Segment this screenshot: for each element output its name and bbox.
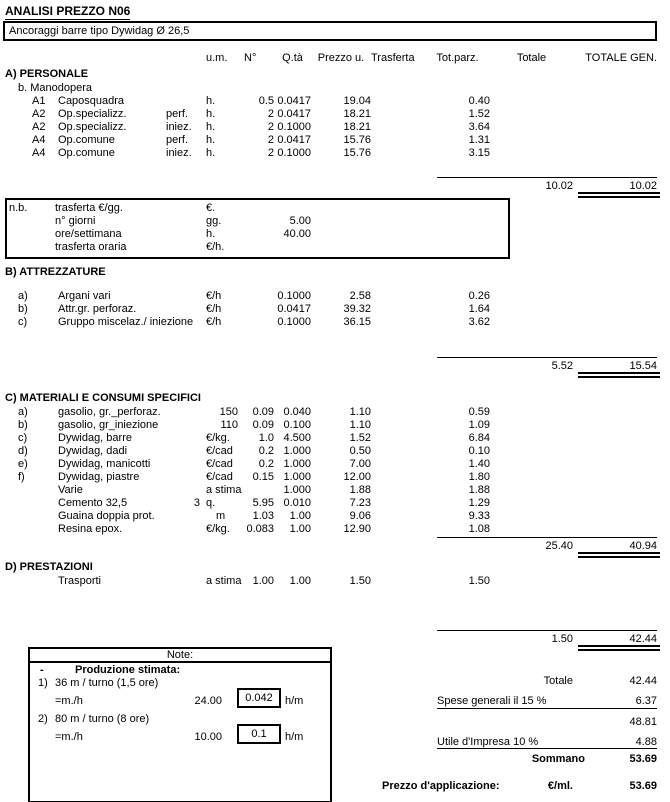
table-row: [18, 419, 657, 432]
cell-totale: 5.52: [551, 360, 573, 372]
nb-row-um: gg.: [206, 215, 222, 227]
cell-name: Argani vari: [58, 290, 111, 302]
cell-n: 0.083: [246, 523, 274, 535]
cell-qta: 1.00: [289, 523, 311, 535]
summary-spese-label: Spese generali il 15 %: [437, 695, 547, 707]
cell-totale: 25.40: [545, 540, 573, 552]
cell-qta: 0.010: [283, 497, 311, 509]
cell-qta: 0.1000: [277, 316, 311, 328]
cell-prezzo: 18.21: [343, 121, 371, 133]
cell-totparz: 1.52: [468, 108, 490, 120]
cell-name: Attr.gr. perforaz.: [58, 303, 137, 315]
cell-prezzo: 39.32: [343, 303, 371, 315]
cell-totparz: 1.50: [468, 575, 490, 587]
table-row: [18, 484, 657, 497]
cell-prezzo: 1.88: [349, 484, 371, 496]
cell-name: Cemento 32,5: [58, 497, 128, 509]
cell-totale-gen: 15.54: [629, 360, 657, 372]
cell-name: Varie: [58, 484, 83, 496]
cell-n: 1.03: [252, 510, 274, 522]
cell-totale-gen: 42.44: [629, 633, 657, 645]
cell-n: 2: [267, 121, 274, 133]
cell-um: q.: [206, 497, 216, 509]
cell-qta: 0.0417: [277, 303, 311, 315]
col-header-totale-gen: TOTALE GEN.: [585, 52, 657, 64]
cell-totparz: 0.59: [468, 406, 490, 418]
cell-n: 2: [267, 134, 274, 146]
cell-n: 1.00: [252, 575, 274, 587]
cell-prezzo: 15.76: [343, 147, 371, 159]
cell-qta: 0.0417: [277, 108, 311, 120]
nb-row-name: trasferta oraria: [55, 241, 127, 253]
cell-name: Dywidag, dadi: [58, 445, 128, 457]
note-unit: h/m: [285, 731, 304, 743]
cell-name: Op.specializz.: [58, 108, 127, 120]
cell-prezzo: 0.50: [349, 445, 371, 457]
cell-prezzo: 19.04: [343, 95, 371, 107]
note-formula: =m./h: [55, 731, 83, 743]
cell-totale: 1.50: [551, 633, 573, 645]
cell-n: 2: [267, 108, 274, 120]
cell-name: Gruppo miscelaz./ iniezione: [58, 316, 194, 328]
cell-sub: iniez.: [166, 121, 192, 133]
cell-code: e): [18, 458, 28, 470]
cell-prezzo: 1.10: [349, 406, 371, 418]
cell-sub: 3: [193, 497, 200, 509]
table-row: [18, 134, 657, 147]
col-header-totale: Totale: [516, 52, 547, 64]
cell-prezzo: 7.00: [349, 458, 371, 470]
nb-row-name: ore/settimana: [55, 228, 122, 240]
cell-prezzo: 15.76: [343, 134, 371, 146]
cell-name: Caposquadra: [58, 95, 125, 107]
nb-row-um: €.: [206, 202, 216, 214]
cell-n: 0.2: [258, 445, 274, 457]
cell-um: 110: [220, 419, 238, 431]
totals-row: [18, 540, 657, 553]
table-row: [18, 458, 657, 471]
cell-code: b): [18, 419, 28, 431]
table-row: [18, 471, 657, 484]
summary-utile-value: 4.88: [635, 736, 657, 748]
cell-totparz: 1.08: [468, 523, 490, 535]
double-underline: [578, 645, 660, 651]
note-item-text: 80 m / turno (8 ore): [55, 713, 150, 725]
cell-prezzo: 1.52: [349, 432, 371, 444]
note-bullet: -: [40, 664, 44, 676]
summary-utile-label: Utile d'Impresa 10 %: [437, 736, 539, 748]
cell-totparz: 1.29: [468, 497, 490, 509]
cell-qta: 0.1000: [277, 147, 311, 159]
summary-totale-value: 42.44: [629, 675, 657, 687]
table-row: [18, 523, 657, 536]
cell-um: h.: [206, 95, 216, 107]
cell-qta: 0.040: [283, 406, 311, 418]
cell-name: Op.specializz.: [58, 121, 127, 133]
note-unit: h/m: [285, 695, 304, 707]
cell-n: 0.2: [258, 458, 274, 470]
cell-name: Guaina doppia prot.: [58, 510, 155, 522]
cell-name: Resina epox.: [58, 523, 123, 535]
cell-totparz: 1.80: [468, 471, 490, 483]
summary-sommano-label: Sommano: [531, 753, 585, 765]
col-header-qta: Q.tà: [282, 52, 303, 64]
summary-rule: [437, 748, 657, 749]
cell-totparz: 1.88: [468, 484, 490, 496]
nb-row-name: n° giorni: [55, 215, 96, 227]
totals-row: [18, 360, 657, 373]
nb-label: n.b.: [9, 202, 28, 214]
cell-code: a): [18, 290, 28, 302]
summary-prezzo-value: 53.69: [629, 780, 657, 792]
cell-prezzo: 12.00: [343, 471, 371, 483]
table-row: [18, 316, 657, 329]
table-row: [18, 445, 657, 458]
section-b-header: B) ATTREZZATURE: [5, 266, 106, 278]
nb-row-value: 5.00: [289, 215, 311, 227]
cell-prezzo: 2.58: [349, 290, 371, 302]
cell-um: h.: [206, 147, 216, 159]
cell-qta: 4.500: [283, 432, 311, 444]
cell-um: m: [216, 510, 226, 522]
cell-totparz: 1.40: [468, 458, 490, 470]
cell-qta: 1.00: [289, 575, 311, 587]
cell-name: Dywidag, barre: [58, 432, 132, 444]
cell-totparz: 1.64: [468, 303, 490, 315]
cell-code: a): [18, 406, 28, 418]
cell-um: €/cad: [206, 458, 233, 470]
cell-name: gasolio, gr_iniezione: [58, 419, 159, 431]
cell-totparz: 0.40: [468, 95, 490, 107]
cell-um: €/h: [206, 316, 222, 328]
column-header-row: [18, 52, 657, 65]
cell-um: €/kg.: [206, 432, 230, 444]
cell-um: h.: [206, 134, 216, 146]
cell-code: b): [18, 303, 28, 315]
cell-um: a stima: [206, 484, 242, 496]
nb-row-um: €/h.: [206, 241, 225, 253]
cell-code: f): [18, 471, 25, 483]
table-row: [18, 147, 657, 160]
cell-code: A1: [32, 95, 46, 107]
table-row: [18, 303, 657, 316]
section-a-header: A) PERSONALE: [5, 68, 89, 80]
col-header-n: N°: [244, 52, 257, 64]
cell-code: d): [18, 445, 28, 457]
totals-rule: [437, 630, 657, 631]
cell-totale: 10.02: [545, 180, 573, 192]
section-a-subheader: b. Manodopera: [18, 82, 92, 94]
cell-um: h.: [206, 108, 216, 120]
table-row: [18, 510, 657, 523]
totals-row: [18, 180, 657, 193]
cell-totparz: 0.10: [468, 445, 490, 457]
col-header-trasferta: Trasferta: [371, 52, 415, 64]
summary-prezzo-label: Prezzo d'applicazione:: [382, 780, 500, 792]
table-row: [18, 497, 657, 510]
section-c-header: C) MATERIALI E CONSUMI SPECIFICI: [5, 392, 201, 404]
note-item-number: 1): [38, 677, 48, 689]
table-row: [18, 95, 657, 108]
cell-qta: 0.100: [283, 419, 311, 431]
note-value: 10.00: [194, 731, 222, 743]
cell-prezzo: 1.50: [349, 575, 371, 587]
cell-qta: 0.0417: [277, 95, 311, 107]
note-box: [28, 647, 332, 802]
cell-prezzo: 1.10: [349, 419, 371, 431]
summary-prezzo-um: €/ml.: [547, 780, 573, 792]
cell-qta: 1.000: [283, 484, 311, 496]
cell-totparz: 9.33: [468, 510, 490, 522]
totals-rule: [437, 537, 657, 538]
cell-totale-gen: 40.94: [629, 540, 657, 552]
cell-code: c): [18, 316, 28, 328]
note-heading: Produzione stimata:: [75, 664, 181, 676]
col-header-um: u.m.: [206, 52, 228, 64]
cell-prezzo: 7.23: [349, 497, 371, 509]
cell-totparz: 3.62: [468, 316, 490, 328]
note-item-number: 2): [38, 713, 48, 725]
cell-n: 0.15: [252, 471, 274, 483]
cell-name: gasolio, gr._perforaz.: [58, 406, 161, 418]
cell-um: €/h: [206, 290, 222, 302]
cell-totparz: 3.15: [468, 147, 490, 159]
cell-qta: 1.000: [283, 445, 311, 457]
nb-box: [5, 198, 510, 259]
cell-qta: 0.0417: [277, 134, 311, 146]
cell-totparz: 3.64: [468, 121, 490, 133]
note-value: 24.00: [194, 695, 222, 707]
totals-rule: [437, 177, 657, 178]
double-underline: [578, 192, 660, 198]
cell-code: A2: [32, 108, 46, 120]
cell-name: Dywidag, piastre: [58, 471, 140, 483]
summary-sommano-value: 53.69: [629, 753, 657, 765]
note-formula: =m./h: [55, 695, 83, 707]
cell-um: €/cad: [206, 445, 233, 457]
cell-totparz: 0.26: [468, 290, 490, 302]
cell-um: 150: [219, 406, 238, 418]
cell-qta: 1.00: [289, 510, 311, 522]
summary-subtotal: 48.81: [629, 716, 657, 728]
table-row: [18, 406, 657, 419]
cell-um: a stima: [206, 575, 242, 587]
table-row: [18, 290, 657, 303]
cell-um: h.: [206, 121, 216, 133]
section-d-header: D) PRESTAZIONI: [5, 561, 93, 573]
cell-name: Op.comune: [58, 147, 115, 159]
cell-code: A4: [32, 134, 46, 146]
cell-n: 0.09: [252, 406, 274, 418]
cell-sub: perf.: [166, 134, 189, 146]
cell-um: €/cad: [206, 471, 233, 483]
col-header-totparz: Tot.parz.: [436, 52, 479, 64]
page-title: ANALISI PREZZO N06: [5, 4, 131, 18]
cell-name: Op.comune: [58, 134, 115, 146]
note-item-text: 36 m / turno (1,5 ore): [55, 677, 159, 689]
cell-n: 2: [267, 147, 274, 159]
cell-prezzo: 9.06: [349, 510, 371, 522]
cell-prezzo: 36.15: [343, 316, 371, 328]
summary-spese-value: 6.37: [635, 695, 657, 707]
nb-row-um: h.: [206, 228, 216, 240]
cell-um: €/kg.: [206, 523, 230, 535]
cell-qta: 1.000: [283, 471, 311, 483]
table-row: [18, 432, 657, 445]
table-row: [18, 575, 657, 588]
cell-n: 1.0: [258, 432, 274, 444]
cell-totparz: 1.31: [468, 134, 490, 146]
totals-rule: [437, 357, 657, 358]
summary-rule: [437, 708, 657, 709]
cell-qta: 1.000: [283, 458, 311, 470]
cell-prezzo: 18.21: [343, 108, 371, 120]
cell-totparz: 6.84: [468, 432, 490, 444]
cell-um: €/h: [206, 303, 222, 315]
cell-n: 0.09: [252, 419, 274, 431]
table-row: [18, 108, 657, 121]
cell-sub: iniez.: [166, 147, 192, 159]
cell-name: Dywidag, manicotti: [58, 458, 151, 470]
cell-prezzo: 12.90: [343, 523, 371, 535]
cell-qta: 0.1000: [277, 121, 311, 133]
cell-n: 0.5: [258, 95, 274, 107]
cell-totale-gen: 10.02: [629, 180, 657, 192]
cell-sub: [166, 95, 206, 108]
nb-row-name: trasferta €/gg.: [55, 202, 123, 214]
note-boxed-value: 0.042: [237, 688, 281, 708]
cell-sub: perf.: [166, 108, 189, 120]
double-underline: [578, 372, 660, 378]
summary-totale-label: Totale: [543, 675, 573, 687]
totals-row: [18, 633, 657, 646]
cell-n: 5.95: [252, 497, 274, 509]
cell-code: A2: [32, 121, 46, 133]
cell-name: Trasporti: [58, 575, 101, 587]
nb-row-value: 40.00: [283, 228, 311, 240]
table-row: [18, 121, 657, 134]
note-boxed-value: 0.1: [237, 724, 281, 744]
note-title: Note:: [30, 649, 330, 663]
cell-qta: 0.1000: [277, 290, 311, 302]
description-text: Ancoraggi barre tipo Dywidag Ø 26,5: [9, 25, 190, 37]
cell-code: A4: [32, 147, 46, 159]
double-underline: [578, 552, 660, 558]
cell-code: c): [18, 432, 28, 444]
cell-totparz: 1.09: [468, 419, 490, 431]
col-header-prezzo: Prezzo u.: [317, 52, 365, 64]
description-box: [3, 21, 657, 41]
